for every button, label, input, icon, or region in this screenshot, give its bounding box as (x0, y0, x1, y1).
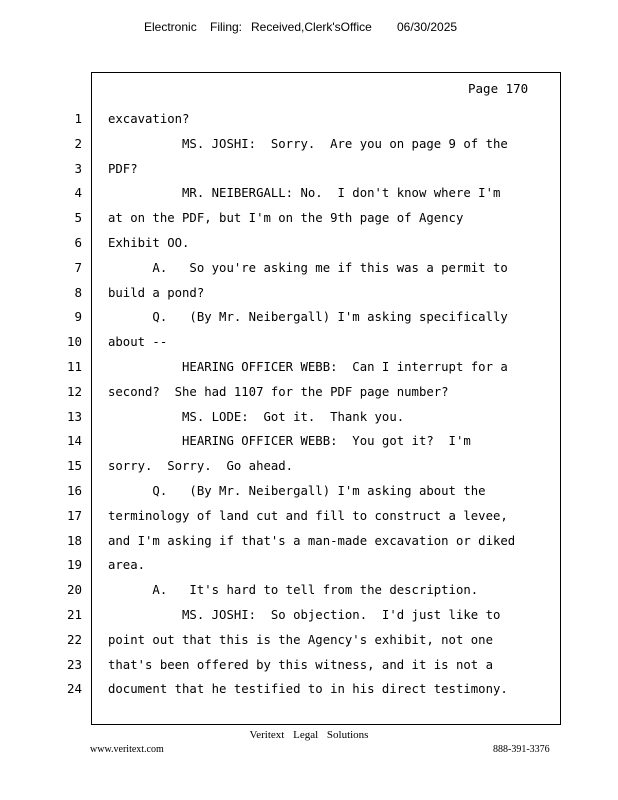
line-number: 7 (74, 259, 82, 275)
page-number: Page 170 (468, 81, 529, 96)
line-number: 14 (66, 433, 82, 449)
line-number: 4 (74, 185, 82, 201)
line-number: 16 (66, 483, 82, 498)
line-text: Q. (By Mr. Neibergall) I'm asking about the (108, 484, 486, 498)
line-text: A. It's hard to tell from the description. (108, 583, 479, 598)
line-number: 12 (66, 383, 82, 399)
line-number: 13 (66, 408, 82, 424)
footer-website: www.veritext.com (90, 744, 164, 755)
line-text: MR. NEIBERGALL: No. I don't know where I'm (108, 186, 501, 201)
line-text: document that he testified to in his direct testimony. (108, 682, 508, 697)
line-text: Q. (By Mr. Neibergall) I'm asking specifically (108, 310, 508, 325)
line-number: 10 (66, 334, 82, 350)
line-number: 24 (66, 681, 82, 697)
line-number: 1 (74, 111, 82, 126)
line-text: excavation? (108, 112, 190, 126)
line-text: and I'm asking if that's a man-made excavation or diked (108, 533, 516, 548)
line-number: 5 (74, 210, 82, 226)
line-text: A. So you're asking me if this was a permit to (108, 260, 508, 275)
line-text: second? She had 1107 for the PDF page number? (108, 384, 449, 399)
filing-header (0, 20, 618, 38)
line-number: 23 (66, 656, 82, 672)
line-number: 20 (66, 582, 82, 598)
header-received: Received,Clerk'sOffice (251, 20, 372, 34)
line-text: PDF? (108, 161, 138, 176)
line-number: 8 (74, 284, 82, 300)
line-number: 9 (74, 309, 82, 325)
footer-company: Veritext Legal Solutions (249, 729, 369, 741)
line-number: 17 (66, 507, 82, 523)
line-text: MS. JOSHI: Sorry. Are you on page 9 of the (108, 136, 508, 151)
line-text: HEARING OFFICER WEBB: You got it? I'm (108, 434, 471, 449)
line-number: 6 (74, 235, 82, 250)
footer-phone: 888-391-3376 (493, 744, 550, 755)
line-text: that's been offered by this witness, and it is not a (108, 657, 493, 672)
line-number: 11 (66, 359, 82, 374)
line-number: 15 (66, 458, 82, 474)
line-number: 3 (74, 160, 82, 176)
line-text: HEARING OFFICER WEBB: Can I interrupt for a (108, 360, 508, 374)
line-text: at on the PDF, but I'm on the 9th page of Agency (108, 211, 464, 226)
line-text: area. (108, 558, 146, 573)
line-text: terminology of land cut and fill to construct a levee, (108, 508, 508, 523)
line-text: build a pond? (108, 285, 205, 300)
line-text: point out that this is the Agency's exhibit, not one (108, 632, 493, 647)
header-date: 06/30/2025 (397, 20, 458, 34)
header-filing: Filing: (210, 20, 243, 34)
line-text: about -- (108, 335, 168, 350)
line-text: Exhibit OO. (108, 236, 190, 250)
line-text: MS. JOSHI: So objection. I'd just like to (108, 608, 501, 622)
line-text: sorry. Sorry. Go ahead. (108, 459, 294, 474)
line-number: 18 (66, 532, 82, 548)
line-number: 22 (66, 631, 82, 647)
line-number: 19 (66, 557, 82, 573)
line-number: 21 (66, 607, 82, 622)
line-number: 2 (74, 135, 82, 151)
header-electronic: Electronic (144, 20, 197, 34)
line-text: MS. LODE: Got it. Thank you. (108, 409, 405, 424)
